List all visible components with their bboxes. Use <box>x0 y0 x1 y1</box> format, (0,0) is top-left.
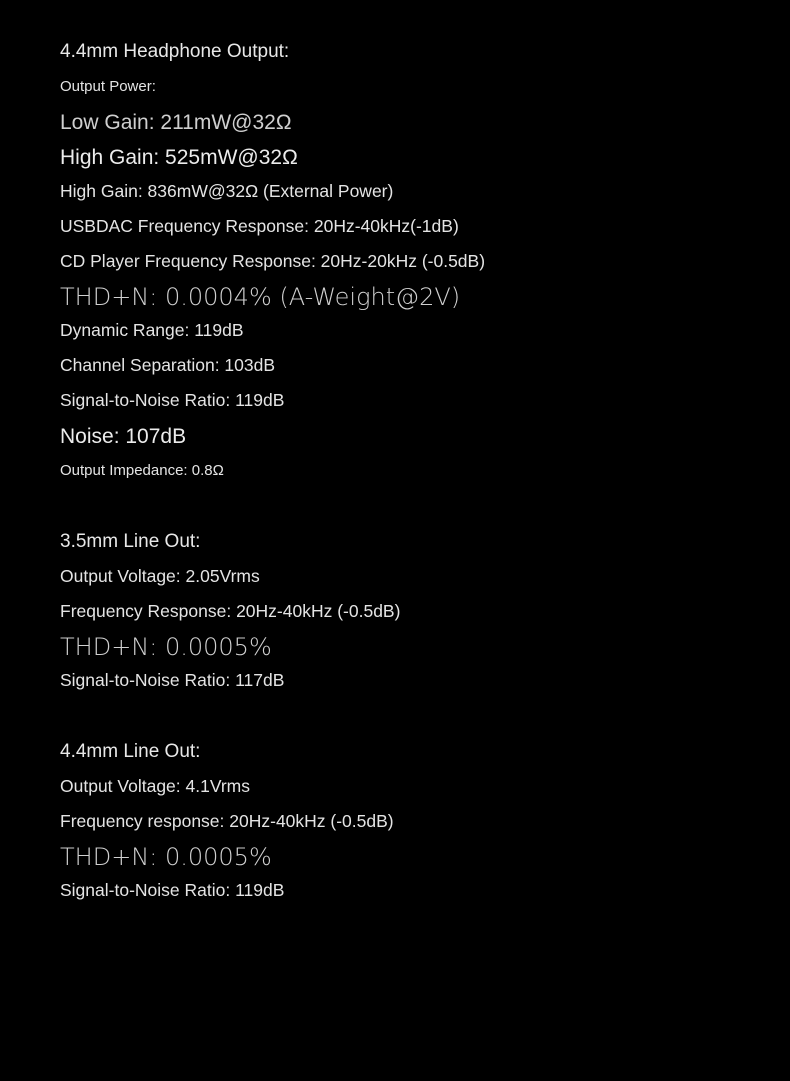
spec-usbdac-frequency-response: USBDAC Frequency Response: 20Hz-40kHz(-1dB) <box>60 216 459 236</box>
spec-channel-separation: Channel Separation: 103dB <box>60 355 276 375</box>
spec-44-output-voltage: Output Voltage: 4.1Vrms <box>60 776 251 796</box>
spec-44-thd-n: THD+N: 0.0005% <box>60 843 272 871</box>
spec-44-frequency-response: Frequency response: 20Hz-40kHz (-0.5dB) <box>60 811 394 831</box>
spec-low-gain: Low Gain: 211mW@32Ω <box>60 111 292 134</box>
spec-high-gain: High Gain: 525mW@32Ω <box>60 146 298 169</box>
spec-35-output-voltage: Output Voltage: 2.05Vrms <box>60 566 260 586</box>
spec-thd-n: THD+N: 0.0004% (A-Weight@2V) <box>60 283 461 311</box>
section-title-headphone-output: 4.4mm Headphone Output: <box>60 41 290 62</box>
spec-cd-frequency-response: CD Player Frequency Response: 20Hz-20kHz (-0.5dB) <box>60 251 486 271</box>
spec-output-power-label: Output Power: <box>60 78 156 95</box>
section-title-44mm-line-out: 4.4mm Line Out: <box>60 741 201 762</box>
spec-35-frequency-response: Frequency Response: 20Hz-40kHz (-0.5dB) <box>60 601 401 621</box>
section-title-35mm-line-out: 3.5mm Line Out: <box>60 531 201 552</box>
spec-44-snr: Signal-to-Noise Ratio: 119dB <box>60 880 285 900</box>
spec-snr: Signal-to-Noise Ratio: 119dB <box>60 390 285 410</box>
spec-output-impedance: Output Impedance: 0.8Ω <box>60 462 224 479</box>
spec-dynamic-range: Dynamic Range: 119dB <box>60 320 244 340</box>
spec-35-snr: Signal-to-Noise Ratio: 117dB <box>60 670 285 690</box>
spec-noise: Noise: 107dB <box>60 425 187 448</box>
spec-high-gain-external: High Gain: 836mW@32Ω (External Power) <box>60 181 394 201</box>
spec-35-thd-n: THD+N: 0.0005% <box>60 633 272 661</box>
